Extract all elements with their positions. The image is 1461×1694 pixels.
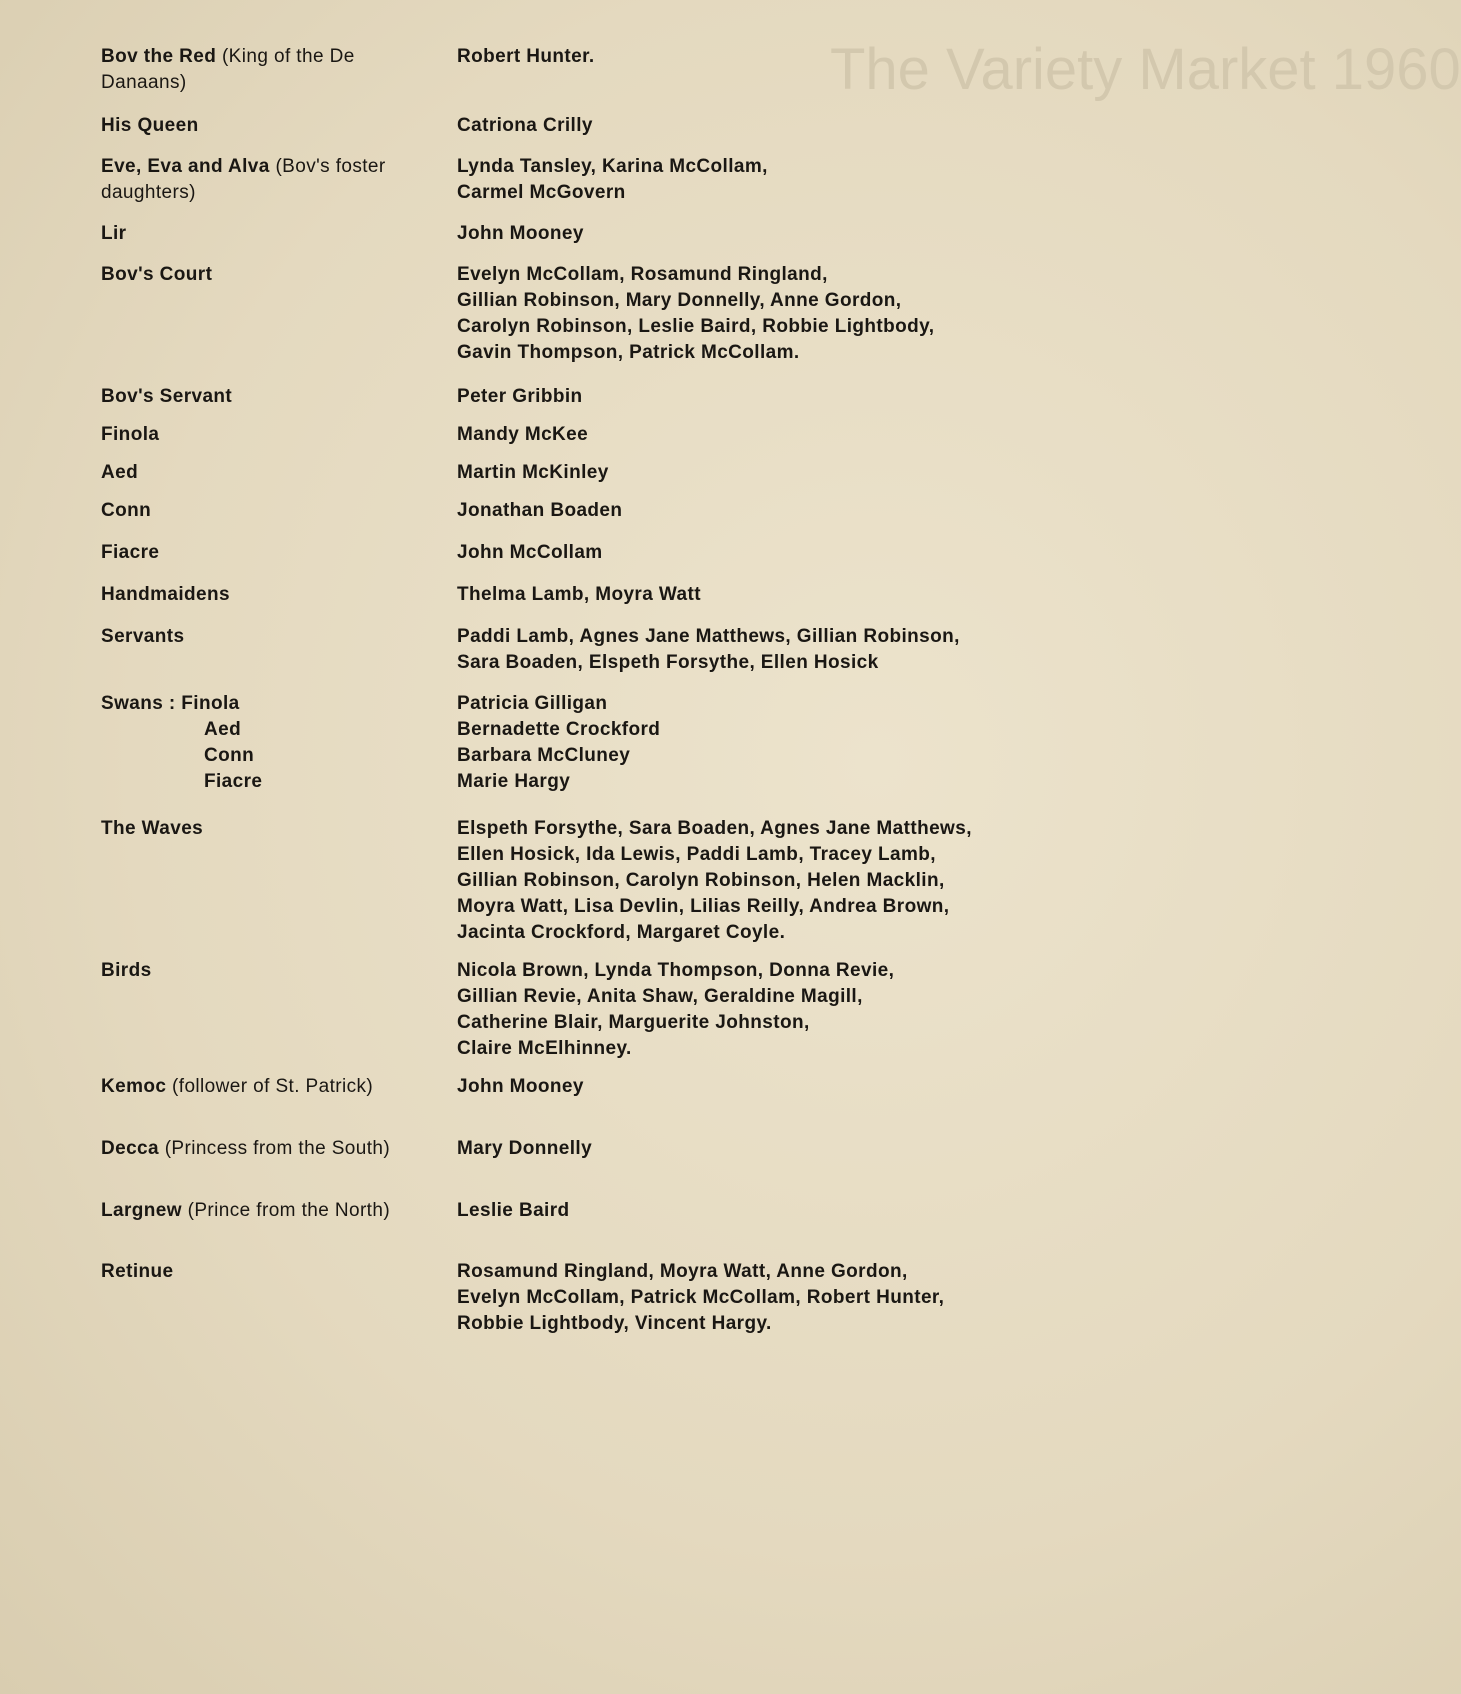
role-title: Conn bbox=[101, 500, 152, 521]
actor-line: Gillian Robinson, Carolyn Robinson, Helen Macklin, bbox=[457, 870, 945, 891]
role-name bbox=[101, 1259, 401, 1285]
role-name bbox=[101, 384, 401, 410]
role-title: His Queen bbox=[101, 115, 199, 136]
actor-names bbox=[457, 221, 1102, 247]
actor-line: Bernadette Crockford bbox=[457, 719, 661, 740]
actor-line: Mandy McKee bbox=[457, 424, 589, 445]
role-title: Handmaidens bbox=[101, 584, 230, 605]
role-name bbox=[101, 958, 401, 984]
role-title: Eve, Eva and Alva bbox=[101, 156, 270, 177]
actor-line: Barbara McCluney bbox=[457, 745, 631, 766]
actor-line: Thelma Lamb, Moyra Watt bbox=[457, 584, 701, 605]
actor-line: Peter Gribbin bbox=[457, 386, 583, 407]
actor-line: Robbie Lightbody, Vincent Hargy. bbox=[457, 1313, 772, 1334]
actor-names bbox=[457, 154, 1102, 206]
role-title: Retinue bbox=[101, 1261, 174, 1282]
role-name bbox=[101, 816, 401, 842]
role-name bbox=[101, 582, 401, 608]
sub-role-name: Conn bbox=[204, 745, 255, 766]
actor-line: Lynda Tansley, Karina McCollam, bbox=[457, 156, 768, 177]
actor-names bbox=[457, 1136, 1102, 1162]
role-name bbox=[101, 498, 401, 524]
actor-line: Ellen Hosick, Ida Lewis, Paddi Lamb, Tracey Lamb, bbox=[457, 844, 936, 865]
role-note: (Prince from the North) bbox=[187, 1200, 391, 1221]
actor-line: Carmel McGovern bbox=[457, 182, 626, 203]
actor-line: Gillian Robinson, Mary Donnelly, Anne Gordon, bbox=[457, 290, 902, 311]
role-name bbox=[101, 1074, 401, 1100]
role-title: Bov's Servant bbox=[101, 386, 233, 407]
actor-line: Leslie Baird bbox=[457, 1200, 570, 1221]
actor-line: Claire McElhinney. bbox=[457, 1038, 632, 1059]
role-name bbox=[101, 1198, 401, 1224]
role-title: The Waves bbox=[101, 818, 204, 839]
role-note: (Princess from the South) bbox=[164, 1138, 391, 1159]
role-title: Fiacre bbox=[101, 542, 160, 563]
role-title: Aed bbox=[101, 462, 139, 483]
actor-names bbox=[457, 422, 1102, 448]
role-title: Decca bbox=[101, 1138, 159, 1159]
actor-line: Evelyn McCollam, Rosamund Ringland, bbox=[457, 264, 828, 285]
role-name bbox=[101, 624, 401, 650]
actor-line: Jacinta Crockford, Margaret Coyle. bbox=[457, 922, 786, 943]
role-name bbox=[101, 1136, 401, 1162]
actor-line: Sara Boaden, Elspeth Forsythe, Ellen Hosick bbox=[457, 652, 879, 673]
role-title: Bov the Red bbox=[101, 46, 217, 67]
actor-names bbox=[457, 1074, 1102, 1100]
actor-line: Gillian Revie, Anita Shaw, Geraldine Magill, bbox=[457, 986, 863, 1007]
role-title: Kemoc bbox=[101, 1076, 167, 1097]
actor-line: Catriona Crilly bbox=[457, 115, 593, 136]
actor-names bbox=[457, 262, 1102, 366]
role-title: Servants bbox=[101, 626, 185, 647]
actor-names bbox=[457, 460, 1102, 486]
role-name bbox=[101, 44, 401, 96]
actor-line: Paddi Lamb, Agnes Jane Matthews, Gillian Robinson, bbox=[457, 626, 960, 647]
role-name bbox=[101, 540, 401, 566]
role-name bbox=[101, 422, 401, 448]
sub-role-name: Aed bbox=[204, 719, 242, 740]
actor-line: Mary Donnelly bbox=[457, 1138, 593, 1159]
actor-names bbox=[457, 624, 1102, 676]
actor-line: Martin McKinley bbox=[457, 462, 609, 483]
actor-names bbox=[457, 44, 1102, 70]
actor-line: Moyra Watt, Lisa Devlin, Lilias Reilly, Andrea Brown, bbox=[457, 896, 950, 917]
actor-line: Carolyn Robinson, Leslie Baird, Robbie Lightbody, bbox=[457, 316, 935, 337]
role-name bbox=[101, 154, 401, 206]
role-title: Birds bbox=[101, 960, 152, 981]
actor-line: Patricia Gilligan bbox=[457, 693, 608, 714]
role-title: Bov's Court bbox=[101, 264, 213, 285]
actor-line: Robert Hunter. bbox=[457, 46, 595, 67]
actor-line: John Mooney bbox=[457, 1076, 584, 1097]
sub-role-name: Fiacre bbox=[204, 771, 263, 792]
actor-names bbox=[457, 1259, 1102, 1337]
actor-line: Catherine Blair, Marguerite Johnston, bbox=[457, 1012, 810, 1033]
actor-names bbox=[457, 540, 1102, 566]
actor-line: Gavin Thompson, Patrick McCollam. bbox=[457, 342, 800, 363]
actor-line: Nicola Brown, Lynda Thompson, Donna Revie, bbox=[457, 960, 895, 981]
actor-names bbox=[457, 691, 1102, 795]
actor-names bbox=[457, 384, 1102, 410]
actor-names bbox=[457, 498, 1102, 524]
role-title: Finola bbox=[101, 424, 160, 445]
role-name bbox=[101, 460, 401, 486]
role-title: Swans : Finola bbox=[101, 693, 240, 714]
actor-line: Elspeth Forsythe, Sara Boaden, Agnes Jane Matthews, bbox=[457, 818, 972, 839]
actor-names bbox=[457, 113, 1102, 139]
actor-line: Evelyn McCollam, Patrick McCollam, Robert Hunter, bbox=[457, 1287, 945, 1308]
actor-line: John McCollam bbox=[457, 542, 603, 563]
actor-names bbox=[457, 958, 1102, 1062]
bleed-through-heading: The Variety Market 1960 bbox=[830, 37, 1461, 102]
actor-line: Jonathan Boaden bbox=[457, 500, 623, 521]
actor-names bbox=[457, 816, 1102, 946]
actor-line: Rosamund Ringland, Moyra Watt, Anne Gordon, bbox=[457, 1261, 908, 1282]
role-title: Largnew bbox=[101, 1200, 182, 1221]
actor-line: Marie Hargy bbox=[457, 771, 571, 792]
actor-line: John Mooney bbox=[457, 223, 584, 244]
role-title: Lir bbox=[101, 223, 127, 244]
role-name bbox=[101, 221, 401, 247]
actor-names bbox=[457, 1198, 1102, 1224]
role-name bbox=[101, 262, 401, 288]
role-name bbox=[101, 691, 401, 795]
role-note: (King of the De Danaans) bbox=[101, 46, 355, 93]
role-note: (Bov's foster daughters) bbox=[101, 156, 386, 203]
role-name bbox=[101, 113, 401, 139]
role-note: (follower of St. Patrick) bbox=[172, 1076, 374, 1097]
actor-names bbox=[457, 582, 1102, 608]
